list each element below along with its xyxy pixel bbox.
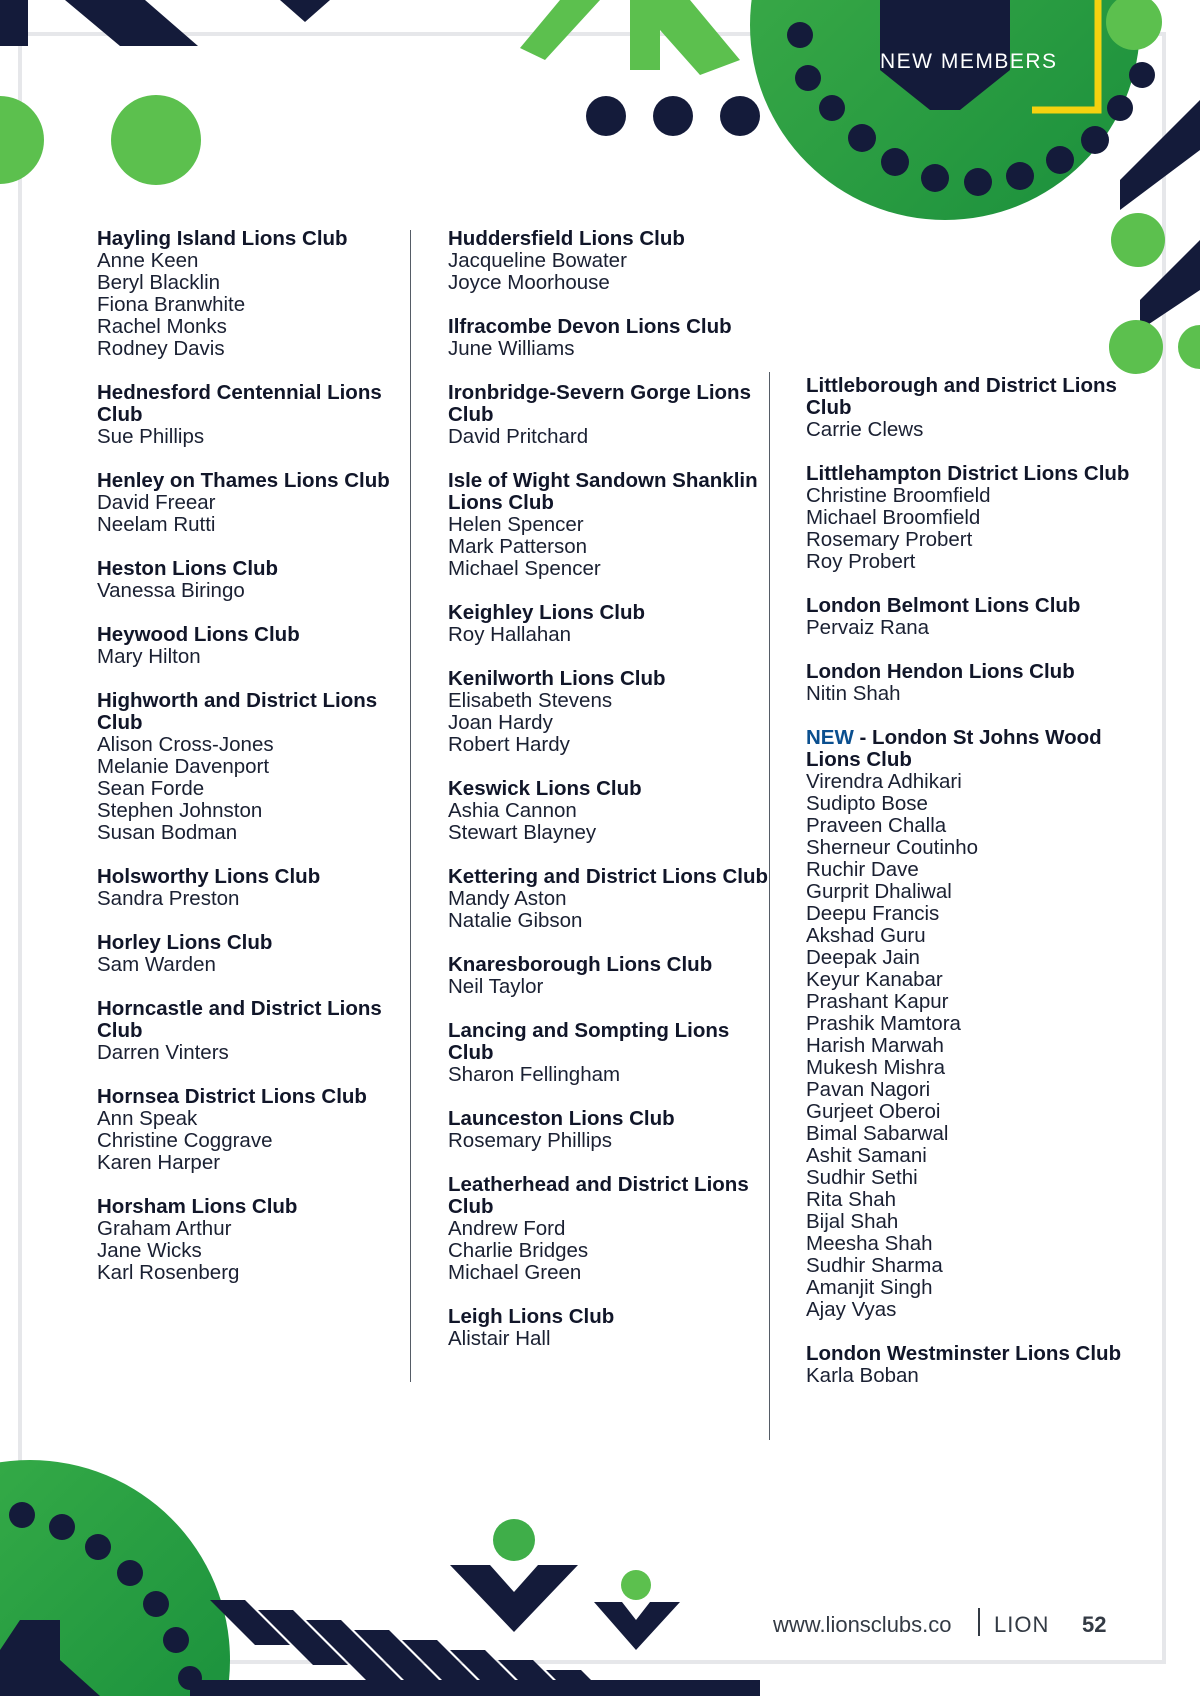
club-entry xyxy=(97,866,397,910)
navy-dot xyxy=(921,164,949,192)
footer-url: www.lionsclubs.co xyxy=(773,1612,952,1637)
member-name: Ann Speak xyxy=(97,1107,198,1130)
club-entry xyxy=(97,932,397,976)
club-entry xyxy=(806,1343,1156,1387)
member-name: Mukesh Mishra xyxy=(806,1056,945,1079)
member-name: David Pritchard xyxy=(448,425,589,448)
green-circle xyxy=(621,1570,651,1600)
club-entry xyxy=(97,382,397,448)
green-circle xyxy=(493,1519,535,1561)
club-name: Keswick Lions Club xyxy=(448,777,642,800)
member-name: Rachel Monks xyxy=(97,315,227,338)
club-entry xyxy=(448,778,778,844)
club-entry xyxy=(448,954,778,998)
navy-dot xyxy=(85,1534,111,1560)
member-name: Sudipto Bose xyxy=(806,792,928,815)
member-name: Keyur Kanabar xyxy=(806,968,943,991)
member-name: Rosemary Phillips xyxy=(448,1129,613,1152)
member-name: Robert Hardy xyxy=(448,733,570,756)
green-circle xyxy=(1109,320,1163,374)
member-name: Mary Hilton xyxy=(97,645,201,668)
member-name: Christine Broomfield xyxy=(806,484,991,507)
club-name: Kenilworth Lions Club xyxy=(448,667,666,690)
member-name: Virendra Adhikari xyxy=(806,770,962,793)
club-name: Knaresborough Lions Club xyxy=(448,953,713,976)
navy-dot xyxy=(163,1627,189,1653)
member-name: Ashia Cannon xyxy=(448,799,577,822)
member-name: Pervaiz Rana xyxy=(806,616,930,639)
club-name: Isle of Wight Sandown Shanklin Lions Club xyxy=(448,469,758,514)
member-name: Meesha Shah xyxy=(806,1232,933,1255)
club-name xyxy=(806,727,1156,771)
member-name: Ashit Samani xyxy=(806,1144,927,1167)
section-label: NEW MEMBERS xyxy=(880,50,1058,73)
member-name: Neil Taylor xyxy=(448,975,544,998)
member-name: Prashant Kapur xyxy=(806,990,949,1013)
member-name: Akshad Guru xyxy=(806,924,926,947)
footer-separator xyxy=(978,1608,980,1636)
member-name: Mark Patterson xyxy=(448,535,587,558)
navy-dot xyxy=(49,1514,75,1540)
navy-dot xyxy=(143,1591,169,1617)
navy-dot xyxy=(586,96,626,136)
navy-dot xyxy=(117,1560,143,1586)
club-name: Leigh Lions Club xyxy=(448,1305,615,1328)
club-name: Hayling Island Lions Club xyxy=(97,227,348,250)
green-arrow xyxy=(630,0,740,75)
club-entry xyxy=(806,661,1156,705)
member-name: Stephen Johnston xyxy=(97,799,263,822)
member-name: Roy Probert xyxy=(806,550,916,573)
club-entry xyxy=(806,595,1156,639)
club-entry xyxy=(97,624,397,668)
navy-stripe xyxy=(1120,100,1200,210)
club-name: Heston Lions Club xyxy=(97,557,279,580)
club-name: London Westminster Lions Club xyxy=(806,1342,1122,1365)
member-name: Charlie Bridges xyxy=(448,1239,589,1262)
club-name: Littlehampton District Lions Club xyxy=(806,462,1130,485)
club-name: Hornsea District Lions Club xyxy=(97,1085,367,1108)
club-name: Kettering and District Lions Club xyxy=(448,865,769,888)
navy-dot xyxy=(1046,146,1074,174)
club-entry xyxy=(806,463,1156,573)
member-name: Sherneur Coutinho xyxy=(806,836,979,859)
member-name: Beryl Blacklin xyxy=(97,271,221,294)
member-name: Pavan Nagori xyxy=(806,1078,931,1101)
club-name: Littleborough and District Lions Club xyxy=(806,374,1117,419)
member-name: Helen Spencer xyxy=(448,513,584,536)
member-name: Ajay Vyas xyxy=(806,1298,897,1321)
member-name: Sam Warden xyxy=(97,953,216,976)
member-name: Jane Wicks xyxy=(97,1239,202,1262)
member-name: Jacqueline Bowater xyxy=(448,249,627,272)
club-entry xyxy=(448,1108,778,1152)
club-entry xyxy=(448,382,778,448)
member-name: Harish Marwah xyxy=(806,1034,944,1057)
member-name: David Freear xyxy=(97,491,216,514)
green-circle xyxy=(1111,213,1165,267)
member-name: Gurjeet Oberoi xyxy=(806,1100,941,1123)
member-name: Praveen Challa xyxy=(806,814,947,837)
club-entry xyxy=(97,1196,397,1284)
member-name: Darren Vinters xyxy=(97,1041,229,1064)
member-name: Elisabeth Stevens xyxy=(448,689,613,712)
member-name: Alistair Hall xyxy=(448,1327,551,1350)
member-name: Sharon Fellingham xyxy=(448,1063,621,1086)
club-entry xyxy=(448,1306,778,1350)
new-club-tag: NEW xyxy=(806,726,854,749)
member-name: Amanjit Singh xyxy=(806,1276,933,1299)
navy-dot xyxy=(819,95,845,121)
green-chevron xyxy=(520,0,600,60)
club-name: Launceston Lions Club xyxy=(448,1107,675,1130)
navy-dot xyxy=(848,124,876,152)
member-name: Fiona Branwhite xyxy=(97,293,246,316)
navy-dot xyxy=(720,96,760,136)
green-circle xyxy=(111,95,201,185)
member-name: Vanessa Biringo xyxy=(97,579,245,602)
navy-chevron xyxy=(594,1602,680,1650)
member-name: Mandy Aston xyxy=(448,887,567,910)
member-name: Christine Coggrave xyxy=(97,1129,273,1152)
green-circle-half xyxy=(0,96,44,184)
club-name: Holsworthy Lions Club xyxy=(97,865,321,888)
club-column-1 xyxy=(97,228,397,1306)
member-name: Sue Phillips xyxy=(97,425,205,448)
club-name: Leatherhead and District Lions Club xyxy=(448,1173,749,1218)
club-name: Hednesford Centennial Lions Club xyxy=(97,381,382,426)
club-entry xyxy=(448,602,778,646)
club-name: Horley Lions Club xyxy=(97,931,273,954)
footer-magazine-name: LION xyxy=(994,1612,1050,1637)
club-entry xyxy=(448,470,778,580)
page-number: 52 xyxy=(1082,1612,1107,1637)
navy-dot xyxy=(881,148,909,176)
member-name: Rita Shah xyxy=(806,1188,897,1211)
member-name: Bimal Sabarwal xyxy=(806,1122,949,1145)
member-name: Deepu Francis xyxy=(806,902,940,925)
member-name: Graham Arthur xyxy=(97,1217,232,1240)
club-name: Horsham Lions Club xyxy=(97,1195,298,1218)
member-name: Anne Keen xyxy=(97,249,199,272)
navy-dot xyxy=(787,22,813,48)
column-divider xyxy=(410,230,411,1382)
club-name: Lancing and Sompting Lions Club xyxy=(448,1019,730,1064)
club-name: Ironbridge-Severn Gorge Lions Club xyxy=(448,381,751,426)
member-name: Susan Bodman xyxy=(97,821,238,844)
top-triangle xyxy=(280,0,330,22)
club-name: London Hendon Lions Club xyxy=(806,660,1075,683)
member-name: Deepak Jain xyxy=(806,946,920,969)
member-name: Roy Hallahan xyxy=(448,623,572,646)
club-name: Keighley Lions Club xyxy=(448,601,646,624)
member-name: Sudhir Sethi xyxy=(806,1166,918,1189)
navy-dot xyxy=(795,65,821,91)
member-name: Joan Hardy xyxy=(448,711,553,734)
member-name: Carrie Clews xyxy=(806,418,924,441)
club-entry xyxy=(97,998,397,1064)
club-entry xyxy=(448,228,778,294)
navy-chevron xyxy=(450,1565,578,1632)
member-name: Gurprit Dhaliwal xyxy=(806,880,952,903)
navy-dot xyxy=(1129,62,1155,88)
club-entry xyxy=(448,668,778,756)
member-name: Bijal Shah xyxy=(806,1210,899,1233)
club-entry xyxy=(448,316,778,360)
club-entry xyxy=(97,228,397,360)
club-entry xyxy=(448,866,778,932)
navy-bottom-bar xyxy=(190,1680,760,1696)
club-entry xyxy=(806,375,1156,441)
member-name: Michael Spencer xyxy=(448,557,601,580)
navy-dot xyxy=(9,1502,35,1528)
club-name: Heywood Lions Club xyxy=(97,623,300,646)
club-entry xyxy=(97,558,397,602)
green-circle-half xyxy=(1178,325,1200,369)
navy-dot xyxy=(1006,162,1034,190)
club-entry xyxy=(448,1020,778,1086)
navy-dot xyxy=(653,96,693,136)
member-name: Karen Harper xyxy=(97,1151,221,1174)
club-entry xyxy=(97,690,397,844)
member-name: Ruchir Dave xyxy=(806,858,919,881)
member-name: Natalie Gibson xyxy=(448,909,583,932)
member-name: Melanie Davenport xyxy=(97,755,270,778)
member-name: Michael Broomfield xyxy=(806,506,981,529)
club-column-3 xyxy=(806,375,1156,1409)
club-entry xyxy=(97,1086,397,1174)
member-name: June Williams xyxy=(448,337,575,360)
member-name: Sudhir Sharma xyxy=(806,1254,943,1277)
club-entry xyxy=(806,727,1156,1321)
club-name: Horncastle and District Lions Club xyxy=(97,997,382,1042)
club-name: Ilfracombe Devon Lions Club xyxy=(448,315,732,338)
club-name: London Belmont Lions Club xyxy=(806,594,1081,617)
member-name: Rodney Davis xyxy=(97,337,225,360)
member-name: Andrew Ford xyxy=(448,1217,566,1240)
member-name: Sean Forde xyxy=(97,777,205,800)
member-name: Sandra Preston xyxy=(97,887,240,910)
club-name: Highworth and District Lions Club xyxy=(97,689,378,734)
top-left-navy-shape xyxy=(0,0,28,46)
club-name: Huddersfield Lions Club xyxy=(448,227,685,250)
club-name-text: - London St Johns Wood Lions Club xyxy=(806,726,1102,771)
club-entry xyxy=(97,470,397,536)
navy-dot xyxy=(1107,95,1133,121)
member-name: Neelam Rutti xyxy=(97,513,216,536)
member-name: Alison Cross-Jones xyxy=(97,733,274,756)
club-entry xyxy=(448,1174,778,1284)
club-name: Henley on Thames Lions Club xyxy=(97,469,390,492)
navy-dot xyxy=(964,168,992,196)
top-left-chevron xyxy=(65,0,198,46)
member-name: Joyce Moorhouse xyxy=(448,271,610,294)
member-name: Karl Rosenberg xyxy=(97,1261,240,1284)
member-name: Stewart Blayney xyxy=(448,821,597,844)
member-name: Prashik Mamtora xyxy=(806,1012,961,1035)
club-column-2 xyxy=(448,228,778,1372)
member-name: Nitin Shah xyxy=(806,682,901,705)
member-name: Karla Boban xyxy=(806,1364,919,1387)
navy-dot xyxy=(1081,126,1109,154)
member-name: Rosemary Probert xyxy=(806,528,973,551)
member-name: Michael Green xyxy=(448,1261,582,1284)
